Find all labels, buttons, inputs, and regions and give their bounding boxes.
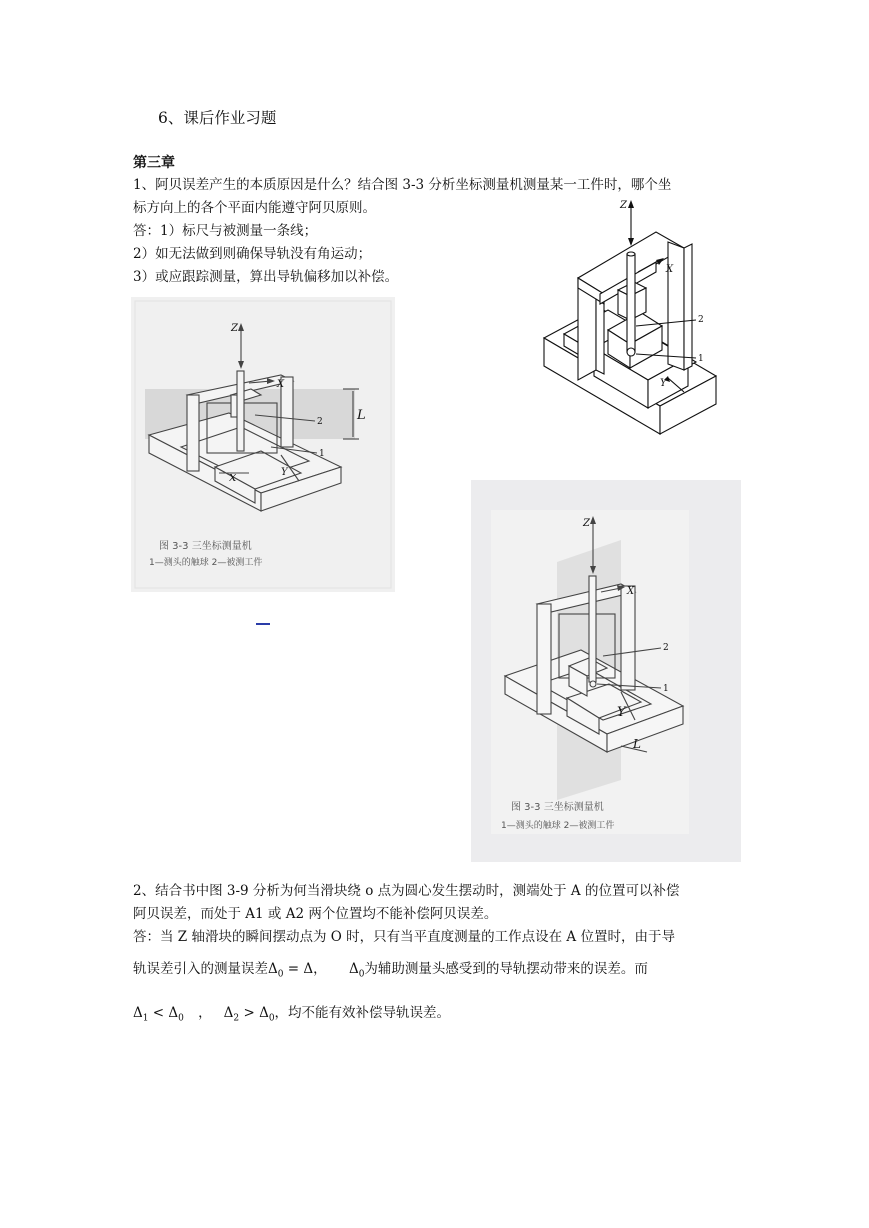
scan1-caption-title: 图 3-3 三坐标测量机: [159, 541, 252, 552]
greater-than-sign: >: [239, 1005, 260, 1021]
scan1-caption-legend: 1—测头的触球 2—被测工件: [149, 558, 263, 568]
answer-2-line-3-text: ，均不能有效补偿导轨误差。: [274, 1005, 451, 1021]
scan1-label-1: 1: [319, 449, 325, 459]
separator: ，: [193, 1005, 212, 1021]
question-2-line-2: 阿贝误差，而处于 A1 或 A2 两个位置均不能补偿阿贝误差。: [133, 906, 498, 922]
subscript-2: 2: [233, 1013, 240, 1024]
scan2-axis-y-label: Y: [617, 705, 626, 720]
cmm-scanned-figure-2: [471, 480, 741, 862]
question-1-line-1: 1、阿贝误差产生的本质原因是什么？结合图 3-3 分析坐标测量机测量某一工件时，哪个坐: [133, 177, 672, 193]
delta-symbol: Δ: [303, 961, 314, 977]
delta-symbol: Δ: [348, 961, 359, 977]
cmm-scanned-figure-1: [131, 297, 395, 592]
clean-label-2: 2: [698, 315, 704, 325]
answer-2-line-1: 答：当 Z 轴滑块的瞬间摆动点为 O 时，只有当平直度测量的工作点设在 A 位置时，由于导: [133, 929, 675, 945]
section-heading: 6、课后作业习题: [158, 109, 277, 127]
scan1-label-L: L: [357, 408, 366, 423]
subscript-0: 0: [268, 1013, 275, 1024]
answer-2-line-2-text-b: 为辅助测量头感受到的导轨摆动带来的误差。而: [364, 961, 648, 977]
delta-symbol: Δ: [268, 961, 278, 977]
scan2-axis-z-label: Z: [583, 518, 590, 529]
subscript-0: 0: [178, 1013, 184, 1024]
chapter-title: 第三章: [133, 155, 175, 171]
cmm-line-drawing-figure: [538, 198, 722, 452]
less-than-sign: <: [148, 1005, 169, 1021]
scan1-axis-x-label: X: [277, 379, 285, 390]
answer-2-line-2: [133, 960, 648, 984]
answer-2-line-2-text-a: 轨误差引入的测量误差: [133, 961, 268, 977]
scan2-caption-legend: 1—测头的触球 2—被测工件: [501, 821, 615, 831]
clean-axis-z-label: Z: [620, 200, 627, 211]
clean-label-1: 1: [698, 354, 704, 364]
comma: ，: [313, 961, 327, 977]
stray-mark: [256, 623, 270, 625]
answer-1-line-2: 2）如无法做到则确保导轨没有角运动；: [133, 246, 372, 262]
scan2-label-1: 1: [663, 684, 669, 694]
scan2-label-2: 2: [663, 643, 669, 653]
clean-axis-y-label: Y: [660, 378, 667, 389]
delta-symbol: Δ: [223, 1005, 234, 1021]
scan2-label-L: L: [633, 737, 641, 751]
answer-1-line-3: 3）或应跟踪测量，算出导轨偏移加以补偿。: [133, 269, 399, 285]
clean-axis-x-label: X: [666, 264, 674, 275]
scan1-label-x-lower: x: [229, 470, 237, 485]
question-1-line-2: 标方向上的各个平面内能遵守阿贝原则。: [133, 200, 376, 216]
scan1-axis-z-label: Z: [231, 323, 238, 334]
question-2-line-1: 2、结合书中图 3-9 分析为何当滑块绕 o 点为圆心发生摆动时，测端处于 A 的位置可以补偿: [133, 883, 680, 899]
delta-symbol: Δ: [133, 1005, 143, 1021]
subscript-0: 0: [277, 969, 284, 980]
subscript-1: 1: [142, 1013, 149, 1024]
answer-2-line-3: [133, 1004, 450, 1028]
answer-1-line-1: 答：1）标尺与被测量一条线；: [133, 223, 318, 239]
scan2-caption-title: 图 3-3 三坐标测量机: [511, 802, 604, 813]
scan1-label-2: 2: [317, 417, 323, 427]
delta-symbol: Δ: [259, 1005, 269, 1021]
equals-sign: =: [283, 961, 304, 977]
scan1-axis-y-label: Y: [281, 467, 288, 478]
delta-symbol: Δ: [168, 1005, 179, 1021]
scan2-axis-x-label: X: [627, 586, 635, 597]
subscript-0: 0: [358, 969, 365, 980]
